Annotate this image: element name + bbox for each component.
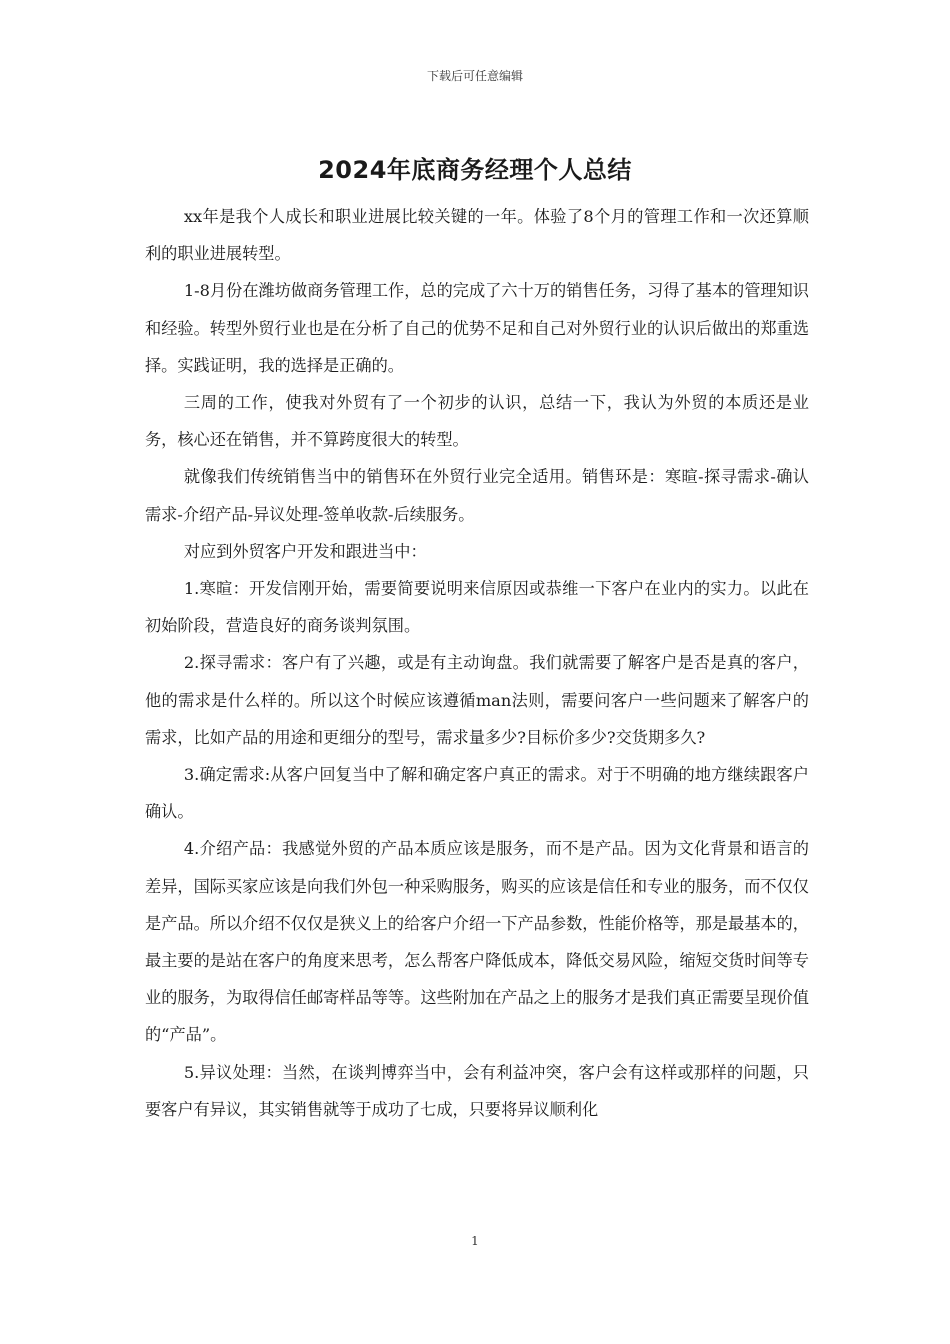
paragraph: 3.确定需求:从客户回复当中了解和确定客户真正的需求。对于不明确的地方继续跟客户确认。 <box>145 765 809 822</box>
paragraph: 三周的工作，使我对外贸有了一个初步的认识，总结一下，我认为外贸的本质还是业务，核心还在销售，并不算跨度很大的转型。 <box>145 393 809 450</box>
paragraph: 就像我们传统销售当中的销售环在外贸行业完全适用。销售环是：寒暄-探寻需求-确认需求-介绍产品-异议处理-签单收款-后续服务。 <box>145 467 809 524</box>
paragraph: 1.寒暄：开发信刚开始，需要简要说明来信原因或恭维一下客户在业内的实力。以此在初始阶段，营造良好的商务谈判氛围。 <box>145 579 809 636</box>
paragraph: 对应到外贸客户开发和跟进当中： <box>183 541 427 561</box>
header-note: 下载后可任意编辑 <box>426 69 523 83</box>
paragraph: xx年是我个人成长和职业进展比较关键的一年。体验了8个月的管理工作和一次还算顺利的职业进展转型。 <box>145 207 809 264</box>
paragraph: 2.探寻需求：客户有了兴趣，或是有主动询盘。我们就需要了解客户是否是真的客户，他的需求是什么样的。所以这个时候应该遵循man法则，需要问客户一些问题来了解客户的需求，比如产品的用途和更细分的型号，需求量多少?目标价多少?交货期多久? <box>145 653 809 747</box>
page-title: 2024年底商务经理个人总结 <box>318 156 632 184</box>
paragraph: 1-8月份在潍坊做商务管理工作，总的完成了六十万的销售任务，习得了基本的管理知识和经验。转型外贸行业也是在分析了自己的优势不足和自己对外贸行业的认识后做出的郑重选择。实践证明，我的选择是正确的。 <box>145 281 809 375</box>
paragraph: 5.异议处理：当然，在谈判博弈当中，会有利益冲突，客户会有这样或那样的问题，只要客户有异议，其实销售就等于成功了七成，只要将异议顺利化 <box>145 1062 809 1119</box>
page-number: 1 <box>471 1234 479 1248</box>
document-body <box>145 198 809 1128</box>
paragraph: 4.介绍产品：我感觉外贸的产品本质应该是服务，而不是产品。因为文化背景和语言的差异，国际买家应该是向我们外包一种采购服务，购买的应该是信任和专业的服务，而不仅仅是产品。所以介绍不仅仅是狭义上的给客户介绍一下产品参数，性能价格等，那是最基本的，最主要的是站在客户的角度来思考，怎么帮客户降低成本，降低交易风险，缩短交货时间等专业的服务，为取得信任邮寄样品等等。这些附加在产品之上的服务才是我们真正需要呈现价值的“产品”。 <box>145 839 809 1045</box>
